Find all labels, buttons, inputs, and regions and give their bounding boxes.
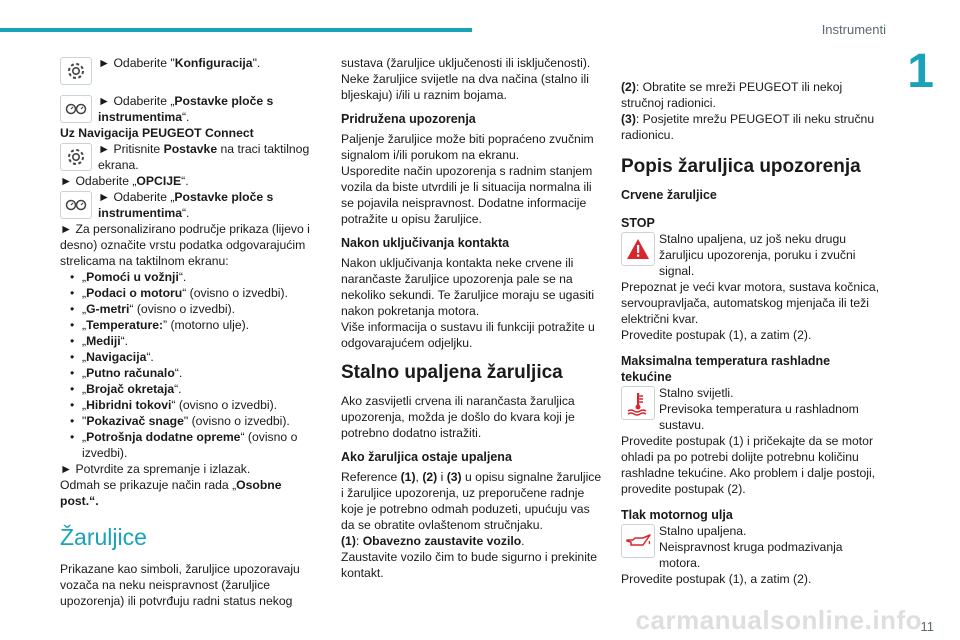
paragraph: Nakon uključivanja kontakta neke crvene ili narančaste žaruljice upozorenja pale se na nekoliko sekundi. Te žaruljice moraju se ugasiti nakon pokretanja motora. — [341, 256, 595, 318]
step-confirm: ► Potvrdite za spremanje i izlazak. — [60, 462, 251, 476]
column-1 — [60, 55, 320, 609]
step-dashboard-settings: ► Odaberite „Postavke ploče s instrumentima“. — [60, 93, 320, 125]
gear-icon — [60, 57, 92, 85]
chapter-number: 1 — [907, 45, 934, 98]
section-heading-zaruljice: Žaruljice — [60, 524, 147, 550]
list-item: • „Navigacija“. — [60, 349, 320, 365]
paragraph: Paljenje žaruljice može biti popraćeno zvučnim signalom i/ili porukom na ekranu. — [341, 132, 594, 162]
paragraph: (3): Posjetite mrežu PEUGEOT ili neku stručnu radionicu. — [621, 112, 875, 142]
paragraph: Prikazane kao simboli, žaruljice upozoravaju vozača na neku neispravnost (žaruljice upozorenja) ili potvrđuju radni status nekog — [60, 562, 300, 608]
nav-connect-title: Uz Navigacija PEUGEOT Connect — [60, 126, 254, 140]
subheading-red-lights: Crvene žaruljice — [621, 188, 717, 202]
section-heading-stalno: Stalno upaljena žaruljica — [341, 362, 563, 383]
list-item: • "Pokazivač snage" (ovisno o izvedbi). — [60, 413, 320, 429]
paragraph: Provedite postupak (1) i pričekajte da se motor ohladi pa po potrebi dolijte potrebnu količinu rashladne tekućine. Ako problem i dalje postoji, provedite postupak (2). — [621, 434, 876, 496]
paragraph: sustava (žaruljice uključenosti ili isključenosti). Neke žaruljice svijetle na dva načina (stalno ili bljeskaju) i/ili u raznim bojama. — [341, 56, 591, 102]
coolant-temperature-icon — [621, 386, 655, 420]
step-dashboard-settings-2: ► Odaberite „Postavke ploče s instrumentima“. — [60, 189, 320, 221]
subheading: Ako žaruljica ostaje upaljena — [341, 450, 512, 464]
dashboard-settings-icon — [60, 191, 92, 219]
column-3 — [621, 79, 883, 587]
list-item: • „G-metri“ (ovisno o izvedbi). — [60, 301, 320, 317]
oil-block: Stalno upaljena. Neispravnost kruga podmazivanja motora. — [621, 523, 883, 571]
paragraph: Reference (1), (2) i (3) u opisu signalne žaruljice i žaruljice upozorenja, uz preporučene radnje koje je potrebno odmah poduzeti, upućuju vas da se obratite ovlaštenom stručnjaku. — [341, 470, 602, 532]
list-item: • „Potrošnja dodatne opreme“ (ovisno o izvedbi). — [60, 429, 320, 461]
step-personalize: ► Za personalizirano područje prikaza (lijevo i desno) označite vrstu podatka odgovarajućim strelicama na taktilnom ekranu: — [60, 222, 310, 268]
paragraph: Ako zasvijetli crvena ili narančasta žaruljica upozorenja, možda je došlo do kvara koji je potrebno dodatno istražiti. — [341, 394, 575, 440]
subheading: Nakon uključivanja kontakta — [341, 236, 510, 250]
column-2 — [341, 55, 603, 581]
paragraph: Provedite postupak (1), a zatim (2). — [621, 572, 812, 586]
paragraph: Prepoznat je veći kvar motora, sustava kočnica, servoupravljača, automatskog mjenjača ili teži električni kvar. — [621, 280, 880, 326]
step-options: ► Odaberite „OPCIJE“. — [60, 174, 189, 188]
step-configuration: ► Odaberite "Konfiguracija". — [60, 55, 320, 87]
mode-note: Odmah se prikazuje način rada „Osobne post.“. — [60, 478, 282, 508]
subheading: Pridružena upozorenja — [341, 112, 476, 126]
warning-triangle-icon — [621, 232, 655, 266]
paragraph: (2): Obratite se mreži PEUGEOT ili nekoj stručnoj radionici. — [621, 80, 843, 110]
oil-title: Tlak motornog ulja — [621, 508, 733, 522]
watermark: carmanualsonline.info — [635, 605, 922, 635]
list-item: • „Hibridni tokovi“ (ovisno o izvedbi). — [60, 397, 320, 413]
paragraph: (1): Obavezno zaustavite vozilo. — [341, 534, 525, 548]
page-number: 11 — [920, 619, 934, 634]
dashboard-settings-icon — [60, 95, 92, 123]
header-accent-bar — [0, 28, 472, 32]
paragraph: Provedite postupak (1), a zatim (2). — [621, 328, 812, 342]
stop-block: Stalno upaljena, uz još neku drugu žaruljicu upozorenja, poruku i zvučni signal. — [621, 231, 883, 279]
coolant-block: Stalno svijetli. Previsoka temperatura u rashladnom sustavu. — [621, 385, 883, 433]
list-item: • „Podaci o motoru“ (ovisno o izvedbi). — [60, 285, 320, 301]
gear-icon — [60, 143, 92, 171]
paragraph: Zaustavite vozilo čim to bude sigurno i prekinite kontakt. — [341, 550, 598, 580]
oil-pressure-icon — [621, 524, 655, 558]
list-item: • „Mediji“. — [60, 333, 320, 349]
options-list — [60, 269, 320, 461]
list-item: • „Pomoći u vožnji“. — [60, 269, 320, 285]
section-title: Instrumenti — [821, 22, 886, 37]
list-item: • „Temperature:” (motorno ulje). — [60, 317, 320, 333]
coolant-title: Maksimalna temperatura rashladne tekućine — [621, 354, 831, 384]
stop-title: STOP — [621, 216, 655, 230]
paragraph: Usporedite način upozorenja s radnim stanjem vozila da biste utvrdili je li situacija normalna ili se pojavila neispravnost. Dodatne informacije potražite u opisu žaruljice. — [341, 164, 593, 226]
list-item: • „Brojač okretaja“. — [60, 381, 320, 397]
section-heading-popis: Popis žaruljica upozorenja — [621, 156, 861, 177]
step-press-settings: ► Pritisnite Postavke na traci taktilnog ekrana. — [60, 141, 320, 173]
list-item: • „Putno računalo“. — [60, 365, 320, 381]
paragraph: Više informacija o sustavu ili funkciji potražite u odgovarajućem odjeljku. — [341, 320, 595, 350]
